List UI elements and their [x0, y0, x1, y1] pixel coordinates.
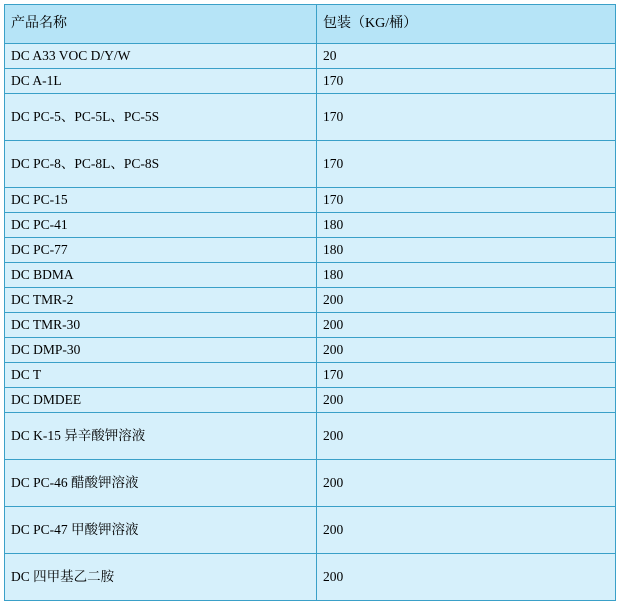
- table-row: [5, 263, 616, 288]
- table-row: [5, 313, 616, 338]
- cell-packaging: 170: [317, 188, 616, 213]
- table-row: [5, 460, 616, 507]
- table-header: [5, 5, 616, 44]
- table-body: [5, 44, 616, 601]
- cell-product-name: DC PC-15: [5, 188, 317, 213]
- table-row: [5, 69, 616, 94]
- table-row: [5, 44, 616, 69]
- table-row: [5, 94, 616, 141]
- cell-packaging: 20: [317, 44, 616, 69]
- cell-product-name: DC PC-77: [5, 238, 317, 263]
- cell-product-name: DC PC-46 醋酸钾溶液: [5, 460, 317, 507]
- cell-packaging: 180: [317, 238, 616, 263]
- table-row: [5, 141, 616, 188]
- cell-product-name: DC DMDEE: [5, 388, 317, 413]
- cell-packaging: 200: [317, 338, 616, 363]
- cell-packaging: 170: [317, 69, 616, 94]
- product-packaging-table: [4, 4, 616, 601]
- column-header-packaging: 包装（KG/桶）: [317, 5, 616, 44]
- cell-product-name: DC PC-47 甲酸钾溶液: [5, 507, 317, 554]
- cell-packaging: 170: [317, 94, 616, 141]
- table-row: [5, 238, 616, 263]
- cell-product-name: DC 四甲基乙二胺: [5, 554, 317, 601]
- table-row: [5, 213, 616, 238]
- cell-product-name: DC T: [5, 363, 317, 388]
- cell-packaging: 200: [317, 554, 616, 601]
- table-row: [5, 507, 616, 554]
- cell-packaging: 180: [317, 263, 616, 288]
- cell-product-name: DC PC-41: [5, 213, 317, 238]
- table-row: [5, 413, 616, 460]
- cell-packaging: 200: [317, 413, 616, 460]
- cell-packaging: 200: [317, 507, 616, 554]
- cell-product-name: DC TMR-30: [5, 313, 317, 338]
- table-row: [5, 554, 616, 601]
- table-row: [5, 288, 616, 313]
- cell-packaging: 200: [317, 388, 616, 413]
- cell-packaging: 200: [317, 313, 616, 338]
- table-row: [5, 188, 616, 213]
- column-header-product-name: 产品名称: [5, 5, 317, 44]
- cell-product-name: DC K-15 异辛酸钾溶液: [5, 413, 317, 460]
- cell-packaging: 200: [317, 460, 616, 507]
- cell-packaging: 170: [317, 363, 616, 388]
- cell-packaging: 180: [317, 213, 616, 238]
- cell-packaging: 200: [317, 288, 616, 313]
- cell-product-name: DC TMR-2: [5, 288, 317, 313]
- cell-product-name: DC DMP-30: [5, 338, 317, 363]
- cell-packaging: 170: [317, 141, 616, 188]
- table-row: [5, 338, 616, 363]
- cell-product-name: DC BDMA: [5, 263, 317, 288]
- cell-product-name: DC A33 VOC D/Y/W: [5, 44, 317, 69]
- table-header-row: [5, 5, 616, 44]
- cell-product-name: DC PC-8、PC-8L、PC-8S: [5, 141, 317, 188]
- table-row: [5, 388, 616, 413]
- cell-product-name: DC A-1L: [5, 69, 317, 94]
- table-row: [5, 363, 616, 388]
- cell-product-name: DC PC-5、PC-5L、PC-5S: [5, 94, 317, 141]
